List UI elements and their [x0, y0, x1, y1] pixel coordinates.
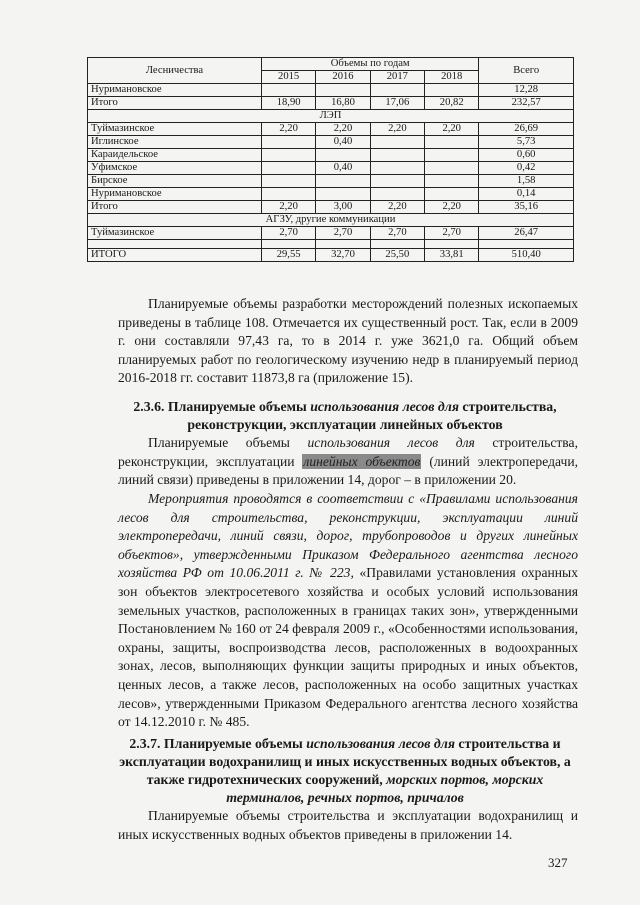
blank-cell [370, 240, 424, 249]
total-cell: 12,28 [479, 84, 574, 97]
total-cell: 0,42 [479, 162, 574, 175]
blank-cell [88, 240, 262, 249]
row-name-cell: Караидельское [88, 149, 262, 162]
total-cell: 35,16 [479, 201, 574, 214]
value-cell: 2,70 [261, 227, 315, 240]
total-cell: 0,14 [479, 188, 574, 201]
row-name-cell: Туймазинское [88, 227, 262, 240]
blank-cell [479, 240, 574, 249]
value-cell: 29,55 [261, 249, 315, 262]
table-row [88, 97, 574, 110]
paragraph-rules [118, 490, 578, 732]
table-row [88, 227, 574, 240]
blank-cell [316, 240, 370, 249]
total-cell: 1,58 [479, 175, 574, 188]
heading-text: строительства, [462, 399, 557, 414]
section-lep: ЛЭП [88, 110, 574, 123]
value-cell [370, 162, 424, 175]
table-row [88, 123, 574, 136]
value-cell [261, 188, 315, 201]
value-cell: 2,20 [316, 123, 370, 136]
text-italic: использования лесов для [307, 435, 475, 450]
value-cell [370, 188, 424, 201]
text-run: «Правилами установления охранных зон объектов электросетевого хозяйства и особых условий использования земельных участков, расположенных в границах таких зон», утвержденными Постановлением № 160 от 24 февраля 2009 г., «Особенностями использования, охраны, защиты, воспроизводства лесов, расположенных в водоохранных зонах, лесов, выполняющих функции защиты природных и иных объектов, ценных лесов, а также лесов, расположенных на особо защитных участках лесов», утвержденными Приказом Федерального агентства лесного хозяйства от 14.12.2010 г. № 485. [118, 565, 578, 730]
value-cell [261, 162, 315, 175]
value-cell: 33,81 [425, 249, 479, 262]
table-row [88, 201, 574, 214]
total-cell: 0,60 [479, 149, 574, 162]
value-cell [425, 175, 479, 188]
value-cell [261, 175, 315, 188]
value-cell [425, 136, 479, 149]
heading-italic: использования лесов для [306, 736, 455, 751]
section-heading-2-3-6 [110, 398, 580, 434]
value-cell: 0,40 [316, 162, 370, 175]
row-name-cell: Итого [88, 201, 262, 214]
table-row [88, 84, 574, 97]
blank-cell [425, 240, 479, 249]
header-year: 2017 [370, 71, 424, 84]
value-cell: 2,20 [261, 201, 315, 214]
paragraph-linear-objects [118, 434, 578, 490]
value-cell [316, 84, 370, 97]
value-cell [316, 149, 370, 162]
header-total: Всего [479, 58, 574, 84]
value-cell [370, 136, 424, 149]
heading-italic: морских портов, морских терминалов, речных портов, причалов [226, 772, 544, 805]
row-name-cell: Бирское [88, 175, 262, 188]
row-name-cell: ИТОГО [88, 249, 262, 262]
table-row [88, 162, 574, 175]
row-name-cell: Уфимское [88, 162, 262, 175]
heading-text: строительства и эксплуатации водохранилищ и иных искусственных водных объектов, а также гидротехнических сооружений, [119, 736, 571, 787]
value-cell: 2,70 [316, 227, 370, 240]
value-cell: 16,80 [316, 97, 370, 110]
value-cell [425, 84, 479, 97]
total-cell: 26,69 [479, 123, 574, 136]
heading-text: реконструкции, эксплуатации линейных объектов [187, 417, 503, 432]
value-cell: 2,70 [425, 227, 479, 240]
table-row [88, 136, 574, 149]
header-year: 2015 [261, 71, 315, 84]
value-cell [316, 175, 370, 188]
value-cell: 2,20 [370, 201, 424, 214]
page-number: 327 [548, 855, 568, 870]
total-cell: 510,40 [479, 249, 574, 262]
paragraph-reservoirs: Планируемые объемы строительства и эксплуатации водохранилищ и иных искусственных водных объектов приведены в приложении 14. [118, 808, 578, 842]
text-italic: Мероприятия проводятся в соответствии с «Правилами использования лесов для строительства, реконструкции, эксплуатации линий электропередачи, линий связи, дорог, трубопроводов и других линейных объектов», утвержденными Приказом Федерального агентства лесного хозяйства РФ от 10.06.2011 г. № 223, [118, 491, 578, 581]
text-run: строительства, реконструкции, эксплуатации [118, 435, 578, 469]
value-cell: 2,20 [425, 201, 479, 214]
row-name-cell: Нуримановское [88, 188, 262, 201]
text-run: Планируемые объемы [148, 435, 290, 450]
row-name-cell: Туймазинское [88, 123, 262, 136]
heading-text: 2.3.7. Планируемые объемы [129, 736, 303, 751]
forest-volumes-table [87, 57, 574, 262]
text-run: (линий электропередачи, линий связи) приведены в приложении 14, дорог – в приложении 20. [118, 453, 578, 488]
heading-italic: использования лесов для [310, 399, 459, 414]
header-forestry: Лесничества [88, 58, 262, 84]
table-row [88, 188, 574, 201]
row-name-cell: Нуримановское [88, 84, 262, 97]
total-cell: 232,57 [479, 97, 574, 110]
value-cell [370, 175, 424, 188]
value-cell: 32,70 [316, 249, 370, 262]
value-cell: 2,20 [370, 123, 424, 136]
total-cell: 26,47 [479, 227, 574, 240]
value-cell: 17,06 [370, 97, 424, 110]
value-cell: 0,40 [316, 136, 370, 149]
row-name-cell: Иглинское [88, 136, 262, 149]
value-cell: 3,00 [316, 201, 370, 214]
blank-cell [261, 240, 315, 249]
value-cell [261, 136, 315, 149]
value-cell: 2,20 [261, 123, 315, 136]
value-cell: 20,82 [425, 97, 479, 110]
value-cell [425, 149, 479, 162]
heading-text: 2.3.6. Планируемые объемы [133, 399, 307, 414]
table-row [88, 175, 574, 188]
value-cell [370, 149, 424, 162]
value-cell [370, 84, 424, 97]
value-cell: 25,50 [370, 249, 424, 262]
value-cell [261, 149, 315, 162]
value-cell [425, 162, 479, 175]
table-row [88, 249, 574, 262]
section-heading-2-3-7 [110, 735, 580, 807]
total-cell: 5,73 [479, 136, 574, 149]
section-agzu: АГЗУ, другие коммуникации [88, 214, 574, 227]
value-cell: 18,90 [261, 97, 315, 110]
value-cell [316, 188, 370, 201]
value-cell [261, 84, 315, 97]
header-volumes-by-year: Объемы по годам [261, 58, 478, 71]
header-year: 2018 [425, 71, 479, 84]
paragraph-mining: Планируемые объемы разработки месторождений полезных ископаемых приведены в таблице 108. Отмечается их существенный рост. Так, если в 2009 г. они составляли 97,43 га, то в 2014 г. уже 3621,0 га. Общий объем планируемых работ по геологическому изучению недр в планируемый период 2016-2018 гг. составит 11873,8 га (приложение 15). [118, 296, 578, 386]
table-row [88, 149, 574, 162]
header-year: 2016 [316, 71, 370, 84]
value-cell: 2,70 [370, 227, 424, 240]
value-cell [425, 188, 479, 201]
highlighted-text: линейных объектов [303, 453, 421, 469]
value-cell: 2,20 [425, 123, 479, 136]
row-name-cell: Итого [88, 97, 262, 110]
